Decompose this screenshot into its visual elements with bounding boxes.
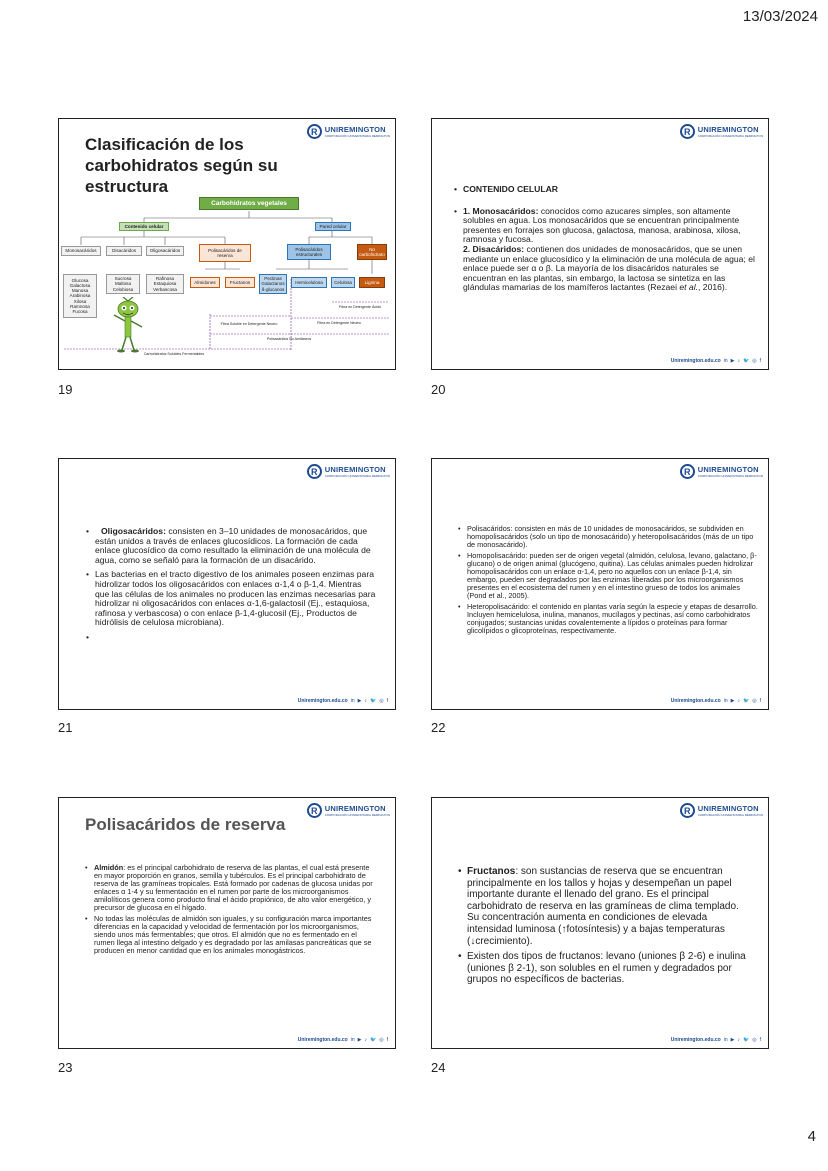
slide-footer (671, 698, 761, 704)
slide-footer (671, 358, 761, 364)
linkedin-icon[interactable]: in (350, 1037, 355, 1043)
bullet-configuracion: • No todas las moléculas de almidón son iguales, y su configuración marca importantes diferencias en la capacidad y velocidad de fermentación por los microorganismos, siendo unos más fermentables; que otros. El almidón que no es fermentado en el rumen llega al intestino delgado y es degradado por las amilasas pancreáticas que se producen en menor cantidad que en los animales monogástricos. (94, 915, 377, 955)
bullet-bacterias: • Las bacterias en el tracto digestivo de los animales poseen enzimas para hidrolizar todos los oligosacáridos con enlaces α-1,4 o β-1,4. Mientras que las células de los animales no producen las enzimas necesarias para hidrolizar ni oligosacáridos con enlaces α-1,6-galactosil (Ej., estaquiosa, rafinosa y verbascosa) o con enlace β-1,4-glucosil (Ej., Productos de hidrólisis de celulosa microbiana). (95, 570, 376, 628)
slide-21 (58, 458, 396, 710)
instagram-icon[interactable]: ◎ (752, 698, 757, 704)
slide-23 (58, 797, 396, 1049)
instagram-icon[interactable]: ◎ (379, 698, 384, 704)
logo-subtitle: CORPORACIÓN UNIVERSITARIA REMINGTON (697, 812, 763, 817)
uniremington-logo (680, 803, 763, 818)
youtube-icon[interactable]: ▶ (357, 1037, 362, 1043)
diagram-monosacaridos: Monosacáridos (61, 246, 101, 256)
linkedin-icon[interactable]: in (723, 1037, 728, 1043)
logo-name: UNIREMINGTON (697, 803, 759, 813)
tiktok-icon[interactable]: ♪ (737, 358, 740, 364)
diagram-contenido-celular: Contenido celular (119, 222, 169, 231)
diagram-celulosa: Celulosa (331, 277, 355, 288)
tiktok-icon[interactable]: ♪ (364, 1037, 367, 1043)
footer-url[interactable]: Uniremington.edu.co (670, 698, 721, 704)
diagram-di-list: Sucrosa Maltosa Celobiosa (106, 274, 140, 294)
footer-url[interactable]: Uniremington.edu.co (297, 1037, 348, 1043)
slide-number-22: 22 (431, 720, 446, 735)
diagram-fructanos: Fructanos (225, 277, 255, 288)
logo-subtitle: CORPORACIÓN UNIVERSITARIA REMINGTON (697, 133, 763, 138)
page-number: 4 (807, 1128, 816, 1145)
slide-number-24: 24 (431, 1060, 446, 1075)
facebook-icon[interactable]: f (386, 698, 388, 704)
tiktok-icon[interactable]: ♪ (737, 698, 740, 704)
bullet-almidon: • Almidón: es el principal carbohidrato de reserva de las plantas, el cual está presente en mayor proporción en granos, semilla y tubérculos. Es el principal carbohidrato de reserva de las gramíneas tropicales. Está formado por cadenas de glucosa unidas por enlaces α 1-4 y su fermentación en el rumen por parte de los microorganismos amilolíticos genera como producto final el ácido propiónico, de alto valor energético, y precursor de glucosa en el hígado. (94, 864, 377, 912)
youtube-icon[interactable]: ▶ (730, 1037, 735, 1043)
linkedin-icon[interactable]: in (723, 358, 728, 364)
youtube-icon[interactable]: ▶ (357, 698, 362, 704)
diagram-mono-list: Glucosa Galactosa Manosa Arabinosa Xilosa Ramnosa Fucosa (63, 274, 97, 318)
tiktok-icon[interactable]: ♪ (364, 698, 367, 704)
print-date: 13/03/2024 (742, 8, 818, 25)
diagram-pared-celular: Pared celular (315, 222, 351, 231)
footer-url[interactable]: Uniremington.edu.co (297, 698, 348, 704)
facebook-icon[interactable]: f (759, 698, 761, 704)
diagram-carbohidratos-solubles: Carbohidratos Solubles Fermentables (143, 352, 205, 356)
logo-mark-icon: R (307, 803, 322, 818)
bullet-empty (95, 633, 376, 643)
bullet-heteropolisacarido: • Heteropolisacárido: el contenido en plantas varía según la especie y etapas de desarrollo. Incluyen hemicelulosa, inulina, mananos, mucílagos y pectinas, así como carbohidratos conjugados; sustancias unidas covalentemente a lípidos o proteínas para formar glicolípidos o glicoproteínas, respectivamente. (467, 603, 758, 635)
plant-mascot-illustration (111, 297, 145, 353)
logo-subtitle: CORPORACIÓN UNIVERSITARIA REMINGTON (697, 473, 763, 478)
diagram-almidones: Almidones (190, 277, 220, 288)
logo-mark-icon: R (307, 124, 322, 139)
uniremington-logo (307, 803, 390, 818)
slide-number-23: 23 (58, 1060, 73, 1075)
logo-subtitle: CORPORACIÓN UNIVERSITARIA REMINGTON (324, 473, 390, 478)
uniremington-logo (307, 464, 390, 479)
twitter-icon[interactable]: 🐦 (370, 1037, 377, 1043)
twitter-icon[interactable]: 🐦 (743, 358, 750, 364)
diagram-oligosacaridos: Oligosacáridos (146, 246, 184, 256)
logo-name: UNIREMINGTON (324, 464, 386, 474)
diagram-no-carbohidrato: No carbohidrato (357, 244, 387, 260)
slide-number-19: 19 (58, 382, 73, 397)
paragraph-disacaridos: 2. Disacáridos: contienen dos unidades de monosacáridos, que se unen mediante un enlace glucosídico y la eliminación de una molécula de agua; el enlace puede ser α o β. La mayoría de los disacáridos naturales se encuentran en las plantas, sin embargo, la lactosa se sintetiza en las glándulas mamarias de los mamíferos lactantes (Rezaei et al., 2016). (463, 243, 755, 293)
diagram-polisacaridos-no-amilaceos: Polisacáridos No Amiláceos (266, 337, 312, 341)
instagram-icon[interactable]: ◎ (752, 358, 757, 364)
diagram-lignina: Lignina (359, 277, 385, 288)
diagram-pectinas: Pectinas Galactanos ß-glucanos (259, 274, 287, 294)
facebook-icon[interactable]: f (386, 1037, 388, 1043)
footer-url[interactable]: Uniremington.edu.co (670, 358, 721, 364)
slide-heading: • CONTENIDO CELULAR (463, 185, 762, 195)
diagram-fibra-acido: Fibra en Detergente Ácido (339, 305, 381, 309)
slide-title: Clasificación de los carbohidratos según su estructura (85, 135, 278, 196)
instagram-icon[interactable]: ◎ (379, 1037, 384, 1043)
bullet-homopolisacarido: • Homopolisacárido: pueden ser de origen vegetal (almidón, celulosa, levano, galactano, β-glucano) o de origen animal (glucógeno, quitina). Las células animales pueden hidrolizar homopolisacáridos con un enlace α-1,4, pero no aquellos con un enlace β-1,4, sin embargo, pueden ser degradados por las enzimas liberadas por los microorganismos presentes en el ecosistema del rumen y en el intestino grueso de todos los animales (Pond et al., 2005). (467, 552, 758, 600)
diagram-disacaridos: Disacáridos (106, 246, 142, 256)
slide-footer (298, 1037, 388, 1043)
slide-title: Polisacáridos de reserva (85, 815, 286, 834)
logo-mark-icon: R (680, 124, 695, 139)
bullet-monosacaridos: • 1. Monosacáridos: conocidos como azucares simples, son altamente solubles en agua. Los monosacáridos que se encuentran principalmente presentes en forrajes son glucosa, galactosa, manosa, arabinosa, xilosa, ramnosa y fucosa. (463, 207, 762, 245)
diagram-polisacaridos-reserva: Polisacáridos de reserva (199, 244, 251, 262)
diagram-root-node: Carbohidratos vegetales (199, 197, 299, 210)
twitter-icon[interactable]: 🐦 (743, 1037, 750, 1043)
twitter-icon[interactable]: 🐦 (743, 698, 750, 704)
diagram-fibra-soluble: Fibra Soluble en Detergente Neutro (220, 322, 278, 326)
slide-number-21: 21 (58, 720, 73, 735)
youtube-icon[interactable]: ▶ (730, 698, 735, 704)
linkedin-icon[interactable]: in (723, 698, 728, 704)
slide-19 (58, 118, 396, 370)
diagram-polisacaridos-estructurales: Polisacáridos estructurales (287, 244, 331, 260)
slide-footer (298, 698, 388, 704)
logo-name: UNIREMINGTON (324, 803, 386, 813)
slide-number-20: 20 (431, 382, 446, 397)
bullet-oligosacaridos: • Oligosacáridos: consisten en 3–10 unidades de monosacáridos, que están unidos a través de enlaces glucosídicos. La formación de cada enlace glucosídico da como resultado la eliminación de una molécula de agua, como se señaló para la formación de un disacárido. (95, 527, 376, 565)
bullet-polisacaridos: • Polisacáridos: consisten en más de 10 unidades de monosacáridos, se subdividen en homopolisacáridos (solo un tipo de monosacárido) y heteropolisacáridos (más de un tipo de monosacárido). (467, 525, 758, 549)
diagram-fibra-neutro: Fibra en Detergente Neutro (317, 321, 361, 325)
logo-mark-icon: R (307, 464, 322, 479)
instagram-icon[interactable]: ◎ (752, 1037, 757, 1043)
bullet-tipos-fructanos: • Existen dos tipos de fructanos: levano (uniones β 2-6) e inulina (uniones β 2-1), son solubles en el rumen y degradados por grupos no específicos de bacterias. (467, 951, 746, 986)
facebook-icon[interactable]: f (759, 1037, 761, 1043)
twitter-icon[interactable]: 🐦 (370, 698, 377, 704)
tiktok-icon[interactable]: ♪ (737, 1037, 740, 1043)
logo-mark-icon: R (680, 803, 695, 818)
diagram-hemicelulosa: Hemicelulosa (291, 277, 327, 288)
bullet-fructanos: • Fructanos: son sustancias de reserva que se encuentran principalmente en los tallos y hojas y desempeñan un papel importante durante el llenado del grano. Es el principal carbohidrato de reserva en las gramíneas de clima templado. Su concentración aumenta en condiciones de elevada intensidad luminosa (↑fotosíntesis) y a bajas temperaturas (↓crecimiento). (467, 866, 746, 947)
footer-url[interactable]: Uniremington.edu.co (670, 1037, 721, 1043)
logo-name: UNIREMINGTON (324, 124, 386, 134)
uniremington-logo (680, 124, 763, 139)
uniremington-logo (680, 464, 763, 479)
logo-subtitle: CORPORACIÓN UNIVERSITARIA REMINGTON (324, 812, 390, 817)
facebook-icon[interactable]: f (759, 358, 761, 364)
slide-22 (431, 458, 769, 710)
slide-footer (671, 1037, 761, 1043)
logo-name: UNIREMINGTON (697, 464, 759, 474)
slide-20 (431, 118, 769, 370)
slide-24 (431, 797, 769, 1049)
logo-name: UNIREMINGTON (697, 124, 759, 134)
diagram-oligo-list: Rafinosa Estaquiosa Verbascosa (146, 274, 184, 294)
logo-subtitle: CORPORACIÓN UNIVERSITARIA REMINGTON (324, 133, 390, 138)
linkedin-icon[interactable]: in (350, 698, 355, 704)
youtube-icon[interactable]: ▶ (730, 358, 735, 364)
logo-mark-icon: R (680, 464, 695, 479)
